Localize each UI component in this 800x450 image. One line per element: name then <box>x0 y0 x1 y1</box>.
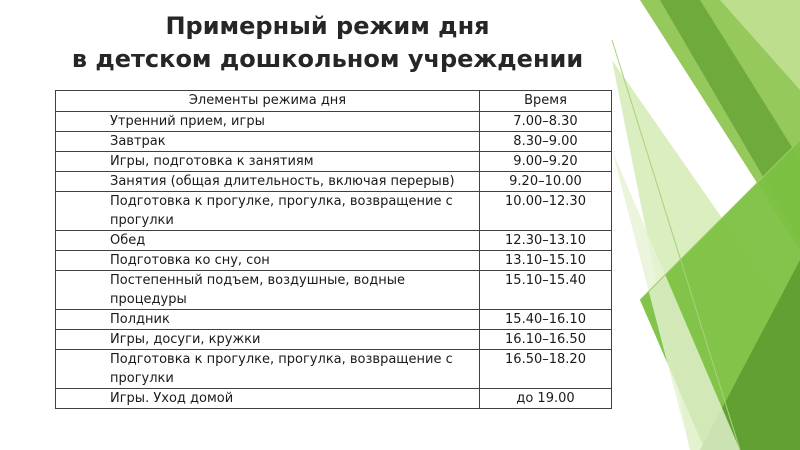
row-element: Полдник <box>56 310 480 330</box>
table-row <box>56 172 612 192</box>
title-line-1: Примерный режим дня <box>165 12 490 40</box>
row-element: Обед <box>56 231 480 251</box>
table-row <box>56 389 612 409</box>
table-row <box>56 112 612 132</box>
table-row <box>56 152 612 172</box>
row-element: Занятия (общая длительность, включая перерыв) <box>56 172 480 192</box>
title-line-2: в детском дошкольном учреждении <box>71 45 584 73</box>
column-header-elements: Элементы режима дня <box>56 91 480 112</box>
table-row <box>56 192 612 231</box>
row-element: Подготовка к прогулке, прогулка, возвращение с прогулки <box>56 192 480 231</box>
table-row <box>56 271 612 310</box>
row-time: 13.10–15.10 <box>480 251 612 271</box>
table-row <box>56 132 612 152</box>
row-element: Постепенный подъем, воздушные, водные процедуры <box>56 271 480 310</box>
row-element: Подготовка ко сну, сон <box>56 251 480 271</box>
row-time: 7.00–8.30 <box>480 112 612 132</box>
row-time: 12.30–13.10 <box>480 231 612 251</box>
row-time: до 19.00 <box>480 389 612 409</box>
row-element: Игры. Уход домой <box>56 389 480 409</box>
table-row <box>56 350 612 389</box>
row-element: Подготовка к прогулке, прогулка, возвращение с прогулки <box>56 350 480 389</box>
daily-schedule-table <box>55 90 612 409</box>
row-time: 15.40–16.10 <box>480 310 612 330</box>
row-element: Утренний прием, игры <box>56 112 480 132</box>
row-time: 9.20–10.00 <box>480 172 612 192</box>
row-element: Игры, досуги, кружки <box>56 330 480 350</box>
row-time: 16.50–18.20 <box>480 350 612 389</box>
table-row <box>56 231 612 251</box>
row-element: Завтрак <box>56 132 480 152</box>
row-time: 10.00–12.30 <box>480 192 612 231</box>
table-header-row <box>56 91 612 112</box>
table-row <box>56 251 612 271</box>
table-row <box>56 310 612 330</box>
row-time: 15.10–15.40 <box>480 271 612 310</box>
page-title <box>0 10 655 76</box>
row-time: 16.10–16.50 <box>480 330 612 350</box>
table-row <box>56 330 612 350</box>
row-time: 9.00–9.20 <box>480 152 612 172</box>
column-header-time: Время <box>480 91 612 112</box>
table-body <box>56 112 612 409</box>
row-time: 8.30–9.00 <box>480 132 612 152</box>
row-element: Игры, подготовка к занятиям <box>56 152 480 172</box>
